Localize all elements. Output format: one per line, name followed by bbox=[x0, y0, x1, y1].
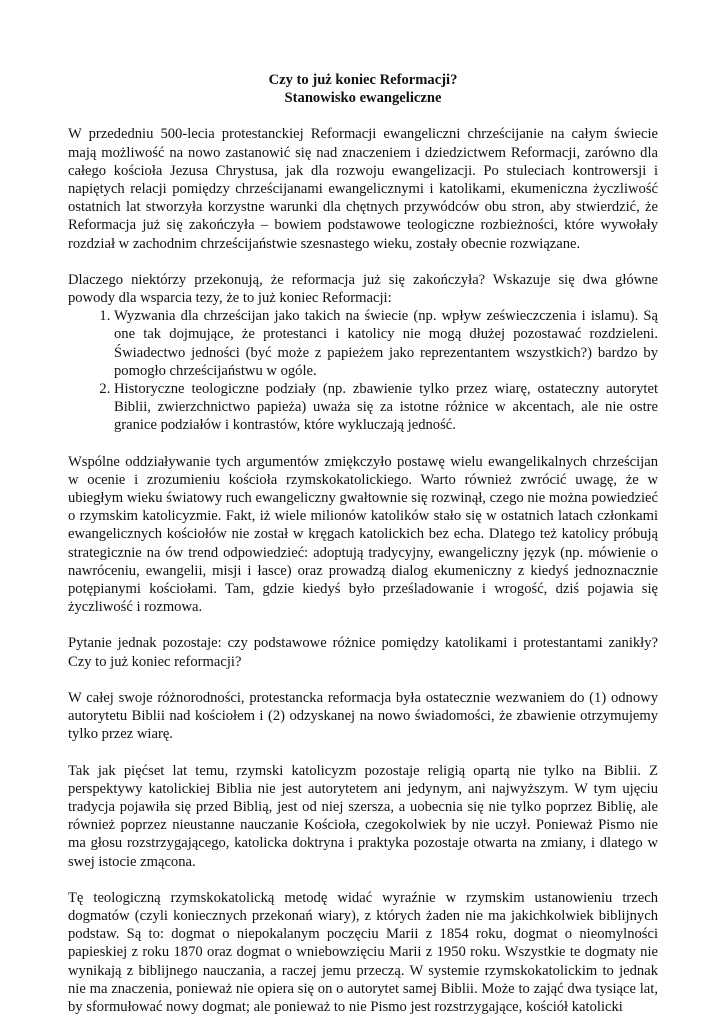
paragraph-7: Tę teologiczną rzymskokatolicką metodę widać wyraźnie w rzymskim ustanowieniu trzech dogmatów (czyli koniecznych przekonań wiary), z których żaden nie ma jakichkolwiek biblijnych podstaw. Są to: dogmat o niepokalanym poczęciu Marii z 1854 roku, dogmat o nieomylności papieskiej z roku 1870 oraz dogmat o wniebowzięciu Marii z 1950 roku. Wszystkie te dogmaty nie wynikają z biblijnego nauczania, a raczej jemu przeczą. W systemie rzymskokatolickim to jednak nie ma znaczenia, ponieważ nie opiera się on o autorytet samej Biblii. Może to zająć dwa tysiące lat, by sformułować nowy dogmat; ale ponieważ to nie Pismo jest rozstrzygające, kościół katolicki bbox=[68, 889, 658, 1015]
paragraph-1: W przededniu 500-lecia protestanckiej Reformacji ewangeliczni chrześcijanie na całym świecie mają możliwość na nowo zastanowić się nad znaczeniem i dziedzictwem Reformacji, zarówno dla całego kościoła Jezusa Chrystusa, jak dla rozwoju ewangelizacji. Po stuleciach kontrowersji i napiętych relacji pomiędzy chrześcijanami ewangelicznymi i katolikami, ekumeniczna życzliwość ostatnich lat stworzyła korzystne warunki dla chętnych przywódców obu stron, aby stwierdzić, że Reformacja już się zakończyła – bowiem podstawowe teologiczne rozbieżności, które wywołały rozdział w zachodnim chrześcijaństwie szesnastego wieku, zostały obecnie rozwiązane. bbox=[68, 126, 658, 252]
title-line-2: Stanowisko ewangeliczne bbox=[284, 90, 442, 107]
title-line-1: Czy to już koniec Reformacji? bbox=[268, 72, 458, 88]
reasons-list bbox=[68, 307, 658, 434]
paragraph-2: Dlaczego niektórzy przekonują, że reformacja już się zakończyła? Wskazuje się dwa główne powody dla wsparcia tezy, że to już koniec Reformacji: bbox=[68, 271, 658, 307]
paragraph-5: W całej swoje różnorodności, protestancka reformacja była ostatecznie wezwaniem do (1) odnowy autorytetu Biblii nad kościołem i (2) odzyskanej na nowo świadomości, że zbawienie otrzymujemy tylko przez wiarę. bbox=[68, 689, 658, 743]
document-page bbox=[68, 71, 658, 1016]
list-item: 2. Historyczne teologiczne podziały (np. zbawienie tylko przez wiarę, ostateczny autorytet Biblii, zwierzchnictwo papieża) uważa się za istotne różnice w akcentach, ale nie ostre granice podziałów i kontrastów, które wykluczają jedność. bbox=[114, 380, 658, 435]
paragraph-4: Pytanie jednak pozostaje: czy podstawowe różnice pomiędzy katolikami i protestantami zanikły? Czy to już koniec reformacji? bbox=[68, 635, 658, 670]
paragraph-3: Wspólne oddziaływanie tych argumentów zmiękczyło postawę wielu ewangelikalnych chrześcijan w ocenie i zrozumieniu kościoła rzymskokatolickiego. Warto również zwrócić uwagę, że w ubiegłym wieku światowy ruch ewangeliczny gwałtownie się rozwinął, czego nie można powiedzieć o rzymskim katolicyzmie. Fakt, iż wiele milionów katolików stało się w ostatnich latach członkami ewangelicznych kościołów nie został w kręgach katolickich bez echa. Dlatego też katolicy próbują strategicznie na ów trend odpowiedzieć: adoptują tradycyjny, ewangeliczny język (np. mówienie o nawróceniu, ewangelii, misji i łasce) oraz prowadzą dialog ekumeniczny z kiedyś jednoznacznie potępianymi kościołami. Tam, gdzie kiedyś było prześladowanie i wrogość, dziś pojawia się życzliwość i rozmowa. bbox=[68, 453, 658, 616]
list-item: 1. Wyzwania dla chrześcijan jako takich na świecie (np. wpływ ześwieczczenia i islamu). Są one tak dojmujące, że protestanci i katolicy nie mogą dłużej pozostawać rozdzieleni. Świadectwo jedności (być może z papieżem jako reprezentantem wszystkich?) bardzo by pomogło chrześcijaństwu w ogóle. bbox=[114, 307, 658, 380]
document-title bbox=[68, 71, 658, 107]
paragraph-6: Tak jak pięćset lat temu, rzymski katolicyzm pozostaje religią opartą nie tylko na Biblii. Z perspektywy katolickiej Biblia nie jest autorytetem ani jedynym, ani najwyższym. W tym ujęciu tradycja pojawiła się przed Biblią, jest od niej szersza, a uobecnia się nie tylko poprzez Biblię, ale również poprzez nieustanne nauczanie Kościoła, czegokolwiek by nie uczył. Ponieważ Pismo nie ma głosu rozstrzygającego, katolicka doktryna i praktyka pozostaje otwarta na zmiany, i dlatego w swej istocie zmącona. bbox=[68, 762, 658, 870]
